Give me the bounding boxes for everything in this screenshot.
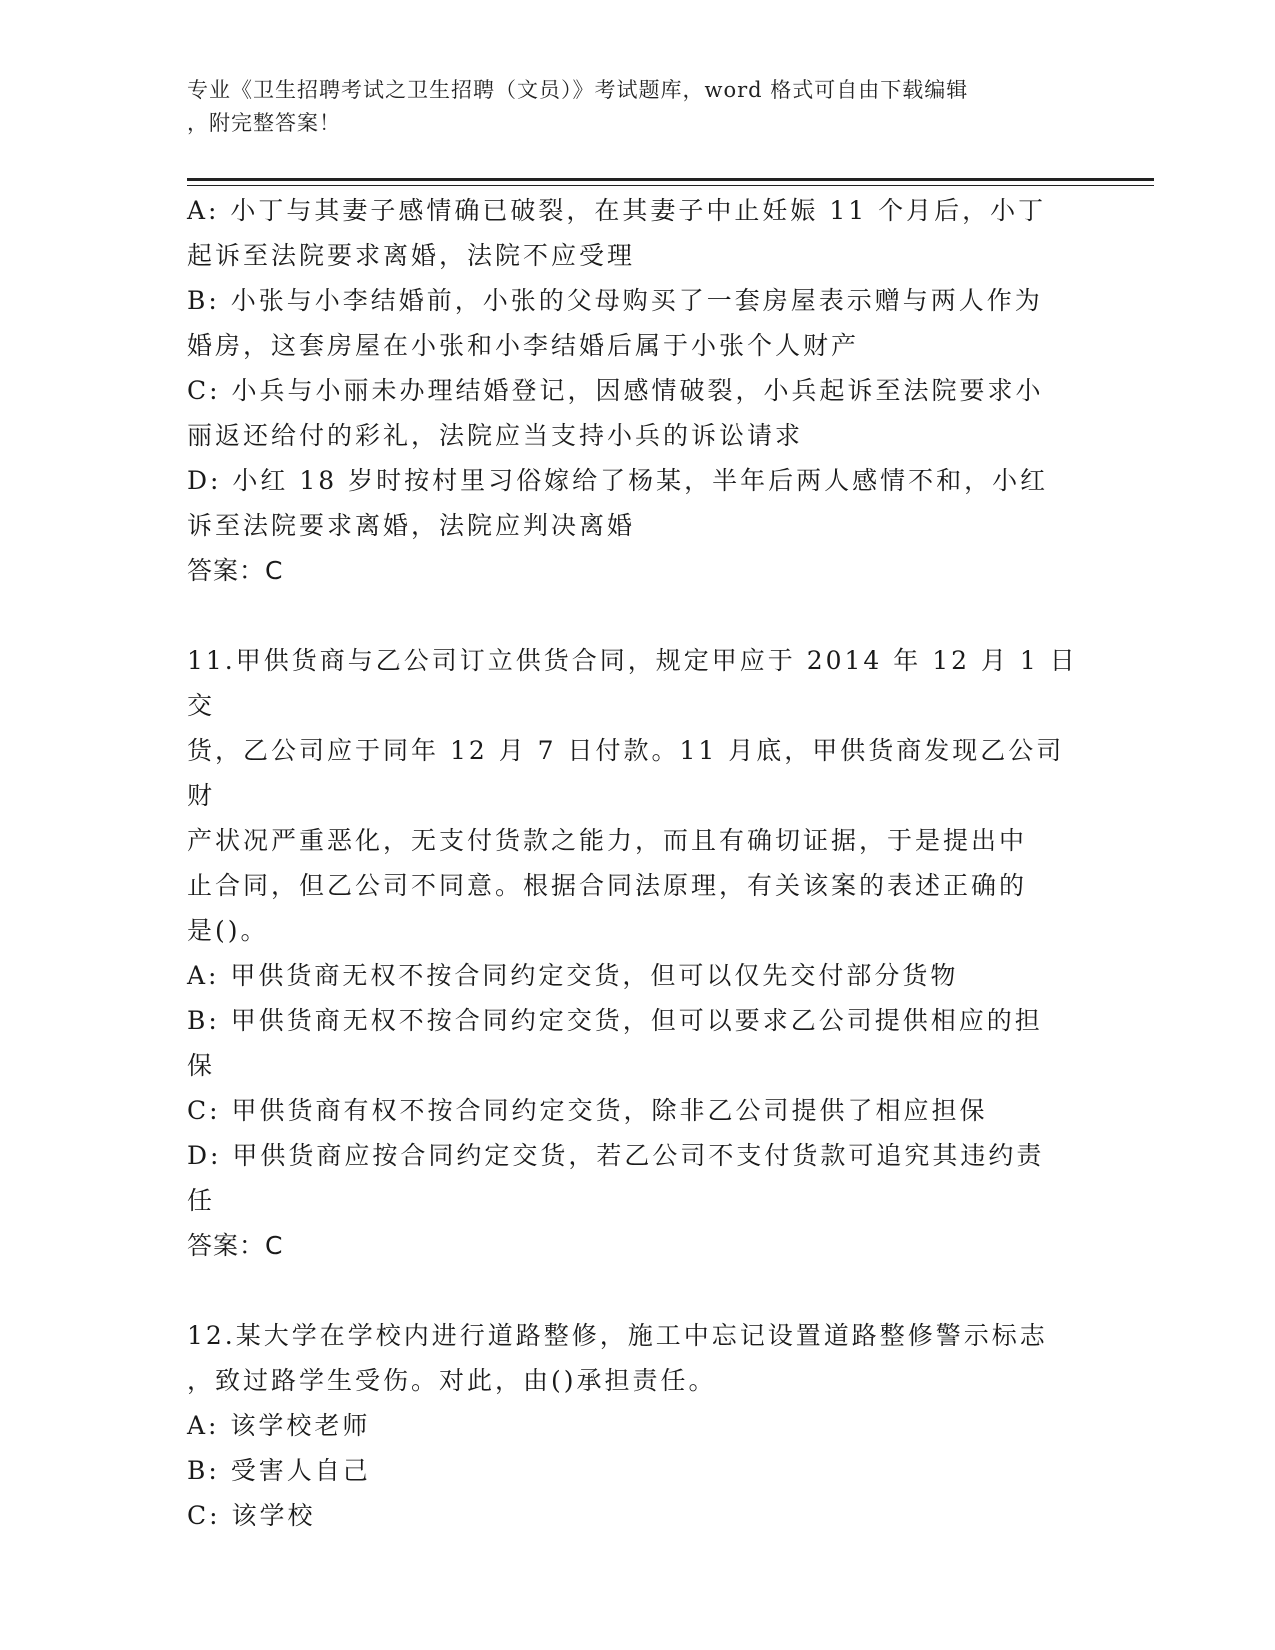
q10-option-d-line-1: D: 小红 18 岁时按村里习俗嫁给了杨某，半年后两人感情不和，小红 (187, 466, 1049, 495)
q11-stem-line-5: 是()。 (187, 916, 269, 945)
q11-option-c-line-1: C: 甲供货商有权不按合同约定交货，除非乙公司提供了相应担保 (187, 1096, 988, 1125)
q10-option-c-line-2: 丽返还给付的彩礼，法院应当支持小兵的诉讼请求 (187, 421, 804, 450)
q12-stem-line-2: ，致过路学生受伤。对此，由()承担责任。 (187, 1366, 717, 1395)
q12-option-a-line-1: A: 该学校老师 (187, 1411, 371, 1440)
q10-option-d-line-2: 诉至法院要求离婚，法院应判决离婚 (187, 511, 636, 540)
question-11-block (187, 638, 1087, 1268)
header-divider-thick (187, 178, 1154, 181)
q11-option-b-line-2: 保 (187, 1051, 216, 1080)
question-content (187, 188, 1087, 1538)
q10-option-a-line-2: 起诉至法院要求离婚，法院不应受理 (187, 241, 636, 270)
q10-answer: 答案：C (187, 556, 284, 585)
q11-option-a-line-1: A: 甲供货商无权不按合同约定交货，但可以仅先交付部分货物 (187, 961, 959, 990)
header-title-line-1: 专业《卫生招聘考试之卫生招聘（文员）》考试题库，word 格式可自由下载编辑 (187, 78, 969, 102)
question-10-block (187, 188, 1087, 593)
header-title-line-2: ，附完整答案！ (187, 111, 341, 135)
q11-answer: 答案：C (187, 1231, 284, 1260)
question-12-block (187, 1313, 1087, 1538)
spacer (187, 1268, 1087, 1313)
q11-option-d-line-2: 任 (187, 1186, 216, 1215)
document-header (187, 74, 1067, 140)
q11-stem-line-3: 产状况严重恶化，无支付货款之能力，而且有确切证据，于是提出中 (187, 826, 1028, 855)
q12-option-b-line-1: B: 受害人自己 (187, 1456, 371, 1485)
q12-stem-line-1: 12.某大学在学校内进行道路整修，施工中忘记设置道路整修警示标志 (187, 1321, 1048, 1350)
q11-option-d-line-1: D: 甲供货商应按合同约定交货，若乙公司不支付货款可追究其违约责 (187, 1141, 1045, 1170)
q10-option-c-line-1: C: 小兵与小丽未办理结婚登记，因感情破裂，小兵起诉至法院要求小 (187, 376, 1044, 405)
q12-option-c-line-1: C: 该学校 (187, 1501, 316, 1530)
q11-stem-line-1: 11.甲供货商与乙公司订立供货合同，规定甲应于 2014 年 12 月 1 日交 (187, 646, 1078, 720)
header-divider-thin (187, 185, 1154, 186)
q10-option-b-line-1: B: 小张与小李结婚前，小张的父母购买了一套房屋表示赠与两人作为 (187, 286, 1043, 315)
q11-option-b-line-1: B: 甲供货商无权不按合同约定交货，但可以要求乙公司提供相应的担 (187, 1006, 1043, 1035)
q10-option-a-line-1: A: 小丁与其妻子感情确已破裂，在其妻子中止妊娠 11 个月后，小丁 (187, 196, 1047, 225)
q11-stem-line-2: 货，乙公司应于同年 12 月 7 日付款。11 月底，甲供货商发现乙公司财 (187, 736, 1065, 810)
q11-stem-line-4: 止合同，但乙公司不同意。根据合同法原理，有关该案的表述正确的 (187, 871, 1028, 900)
q10-option-b-line-2: 婚房，这套房屋在小张和小李结婚后属于小张个人财产 (187, 331, 860, 360)
spacer (187, 593, 1087, 638)
